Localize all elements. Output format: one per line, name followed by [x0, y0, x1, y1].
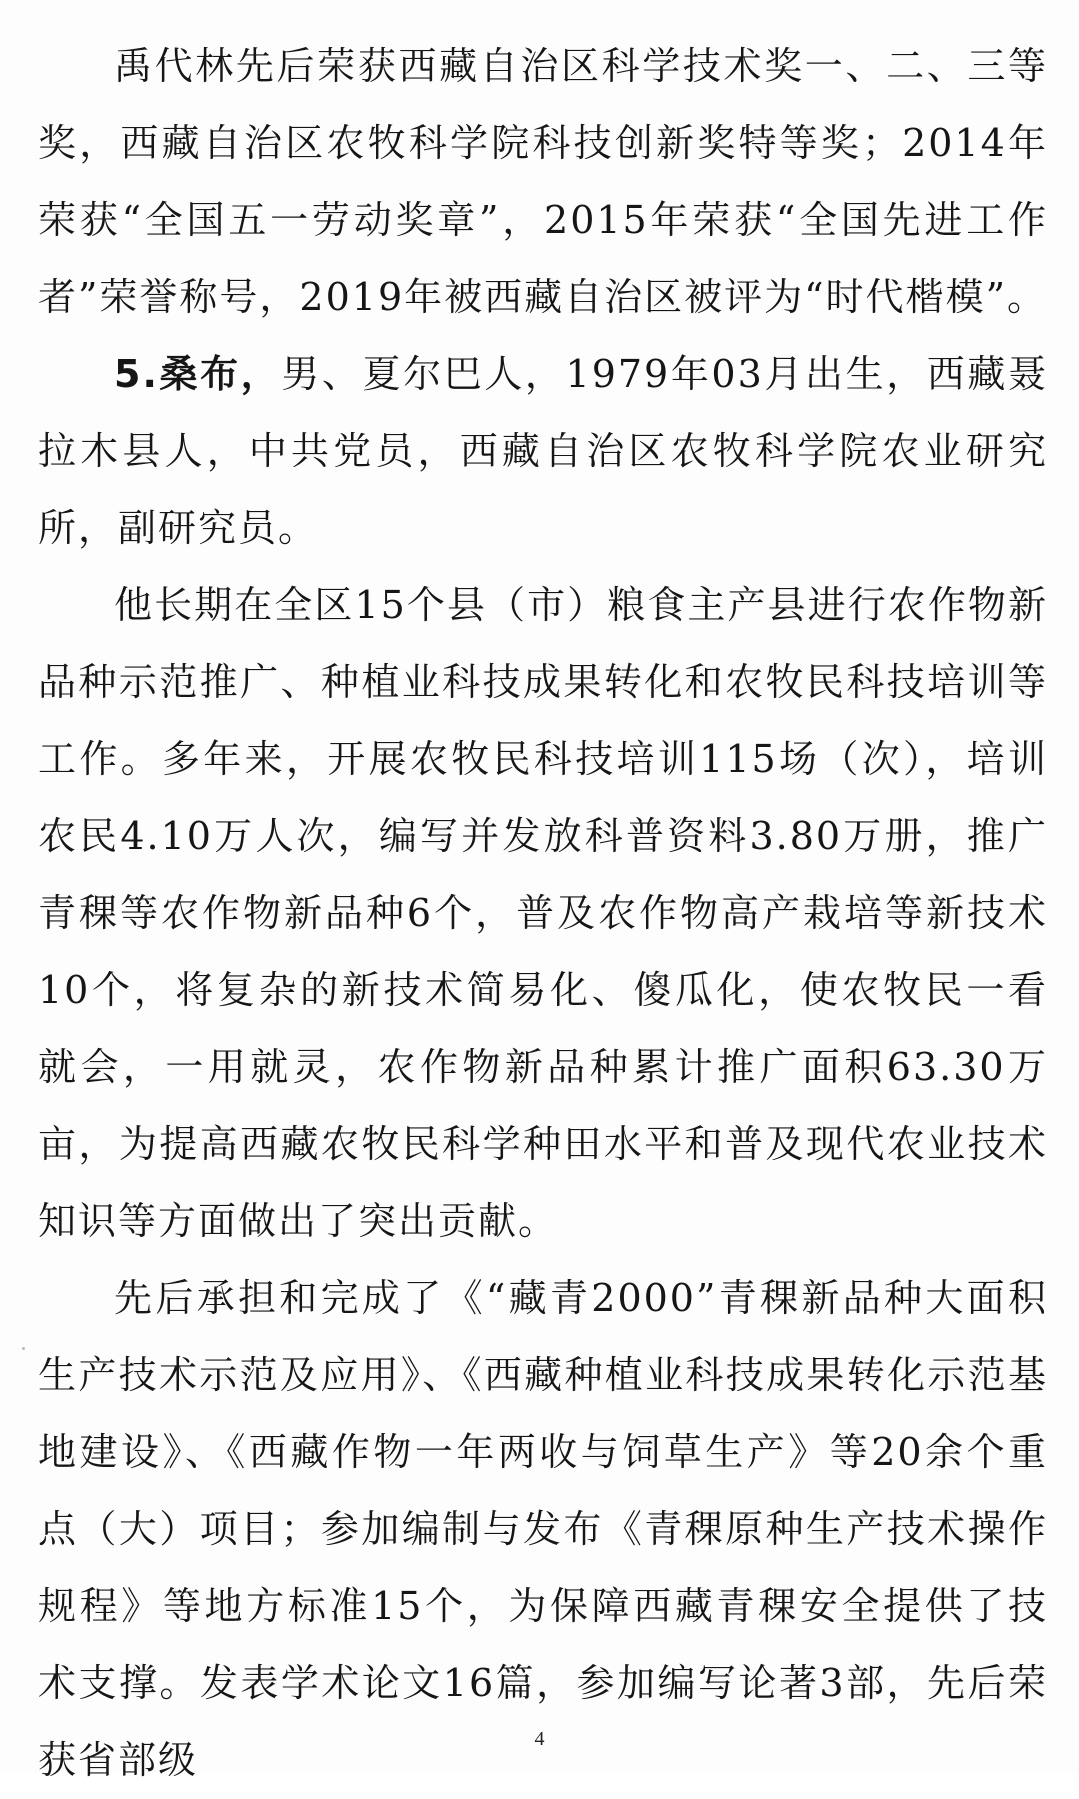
paragraph-text: 男、夏尔巴人，1979年03月出生，西藏聂拉木县人，中共党员，西藏自治区农牧科学院农业研究所，副研究员。 — [38, 352, 1048, 550]
scan-speck — [22, 1347, 25, 1350]
paragraph-text: 先后承担和完成了《“藏青2000”青稞新品种大面积生产技术示范及应用》、《西藏种植业科技成果转化示范基地建设》、《西藏作物一年两收与饲草生产》等20余个重点（大）项目；参加编制与发布《青稞原种生产技术操作规程》等地方标准15个，为保障西藏青稞安全提供了技术支撑。发表学术论文16篇，参加编写论著3部，先后荣获省部级 — [38, 1276, 1048, 1782]
paragraph-person-intro — [38, 336, 1048, 567]
document-body — [38, 28, 1048, 1799]
page-number: 4 — [534, 1728, 545, 1750]
paragraph-text: 他长期在全区15个县（市）粮食主产县进行农作物新品种示范推广、种植业科技成果转化和农牧民科技培训等工作。多年来，开展农牧民科技培训115场（次），培训农民4.10万人次，编写并发放科普资料3.80万册，推广青稞等农作物新品种6个，普及农作物高产栽培等新技术10个，将复杂的新技术简易化、傻瓜化，使农牧民一看就会，一用就灵，农作物新品种累计推广面积63.30万亩，为提高西藏农牧民科学种田水平和普及现代农业技术知识等方面做出了突出贡献。 — [38, 583, 1048, 1243]
paragraph-text: 禹代林先后荣获西藏自治区科学技术奖一、二、三等奖，西藏自治区农牧科学院科技创新奖特等奖；2014年荣获“全国五一劳动奖章”，2015年荣获“全国先进工作者”荣誉称号，2019年被西藏自治区被评为“时代楷模”。 — [38, 44, 1048, 319]
paragraph-award-summary — [38, 28, 1048, 336]
person-name-heading: 5.桑布， — [114, 352, 282, 396]
paragraph-work-achievements — [38, 567, 1048, 1260]
paragraph-projects — [38, 1260, 1048, 1799]
